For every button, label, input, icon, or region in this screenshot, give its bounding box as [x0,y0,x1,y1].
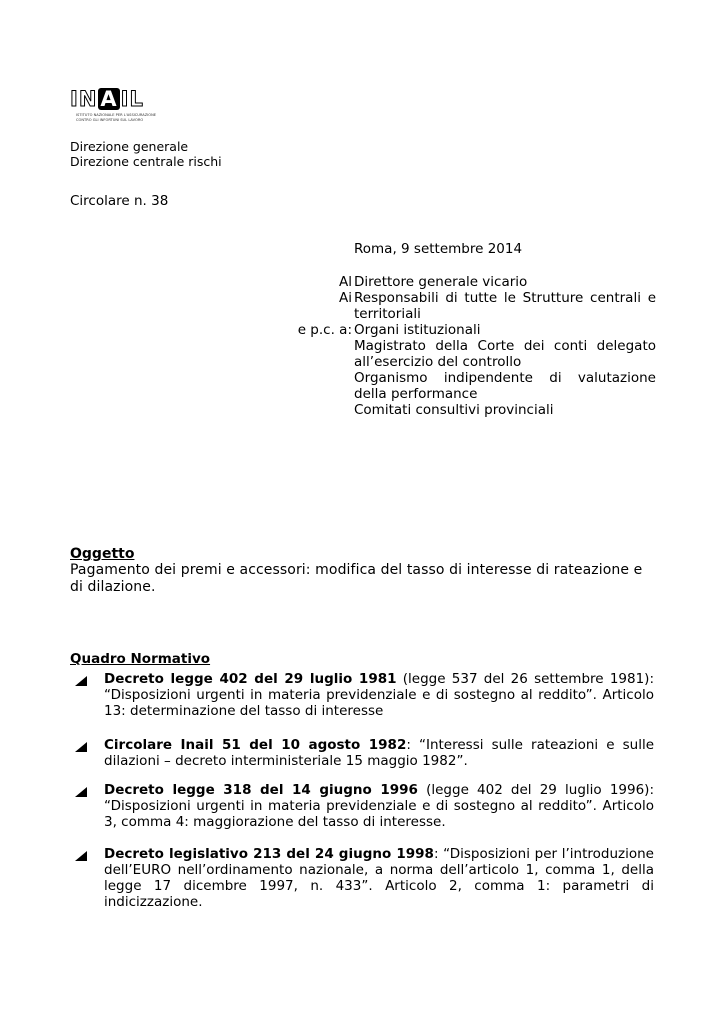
recipient-row [0,290,724,322]
legal-reference-rest: (legge 402 del 29 luglio 1996): “Disposizioni urgenti in materia previdenziale e di sostegno al reddito”. Articolo 3, comma 4: maggiorazione del tasso di interesse. [104,782,654,830]
triangle-bullet-icon [74,741,88,753]
legal-reference-bold: Circolare Inail 51 del 10 agosto 1982 [104,737,407,753]
logo-subtitle-line: ISTITUTO NAZIONALE PER L'ASSICURAZIONE [76,113,157,117]
legal-reference-rest: : “Disposizioni per l’introduzione dell’EURO nell’ordinamento nazionale, a norma dell’articolo 1, comma 1, della legge 17 dicembre 1997, n. 433”. Articolo 2, comma 1: parametri di indicizzazione. [104,846,654,910]
department-general: Direzione generale [70,139,189,154]
recipient-row [0,338,724,370]
recipient-row [0,370,724,402]
triangle-bullet-icon [74,850,88,862]
subject-title: Oggetto [70,546,135,562]
legal-reference-item [70,846,658,914]
recipient-row [0,274,724,290]
logo-subtitle-line: CONTRO GLI INFORTUNI SUL LAVORO [76,118,144,122]
logo-letter: A [100,87,118,111]
recipient-text: Organi istituzionali [354,322,481,338]
recipient-label: Al [339,274,352,290]
recipient-text: Responsabili di tutte le Strutture centrali e territoriali [354,290,656,322]
logo-letter: I [70,87,79,111]
legal-reference-bold: Decreto legge 402 del 29 luglio 1981 [104,671,397,687]
date-place: Roma, 9 settembre 2014 [354,241,523,257]
recipient-label: e p.c. a: [297,322,352,338]
legal-reference-rest: : “Interessi sulle rateazioni e sulle dilazioni – decreto interministeriale 15 maggio 1982”. [104,737,655,769]
legal-reference-bold: Decreto legislativo 213 del 24 giugno 1998 [104,846,434,862]
recipient-row [0,402,724,418]
recipient-text: Comitati consultivi provinciali [354,402,554,418]
triangle-bullet-icon [74,786,88,798]
department-risks: Direzione centrale rischi [70,154,222,169]
legal-framework-title: Quadro Normativo [70,651,211,667]
department-heading [70,139,222,169]
logo-letter: L [129,87,144,111]
legal-reference-item [70,737,658,773]
legal-reference-item [70,782,658,834]
logo-wordmark [70,88,144,110]
legal-reference-bold: Decreto legge 318 del 14 giugno 1996 [104,782,418,798]
subject-body: Pagamento dei premi e accessori: modifica del tasso di interesse di rateazione e di dilazione. [70,562,643,595]
inail-logo [70,88,180,128]
recipient-text: Organismo indipendente di valutazione della performance [354,370,656,402]
triangle-bullet-icon [74,675,88,687]
recipient-label: Ai [339,290,352,306]
legal-reference-text [104,737,654,769]
legal-reference-text [104,846,654,910]
subject-section [70,546,658,596]
recipients-list [0,274,724,418]
recipient-text: Magistrato della Corte dei conti delegato all’esercizio del controllo [354,338,656,370]
legal-reference-item [70,671,658,723]
legal-reference-rest: (legge 537 del 26 settembre 1981): “Disposizioni urgenti in materia previdenziale e di sostegno al reddito”. Articolo 13: determinazione del tasso di interesse [104,671,654,719]
legal-reference-text [104,782,654,830]
recipient-row [0,322,724,338]
logo-letter: I [120,87,130,111]
logo-letter: N [78,87,98,111]
recipient-text: Direttore generale vicario [354,274,528,290]
legal-reference-text [104,671,654,719]
circolare-number: Circolare n. 38 [70,193,169,209]
logo-subtitle [76,113,156,123]
